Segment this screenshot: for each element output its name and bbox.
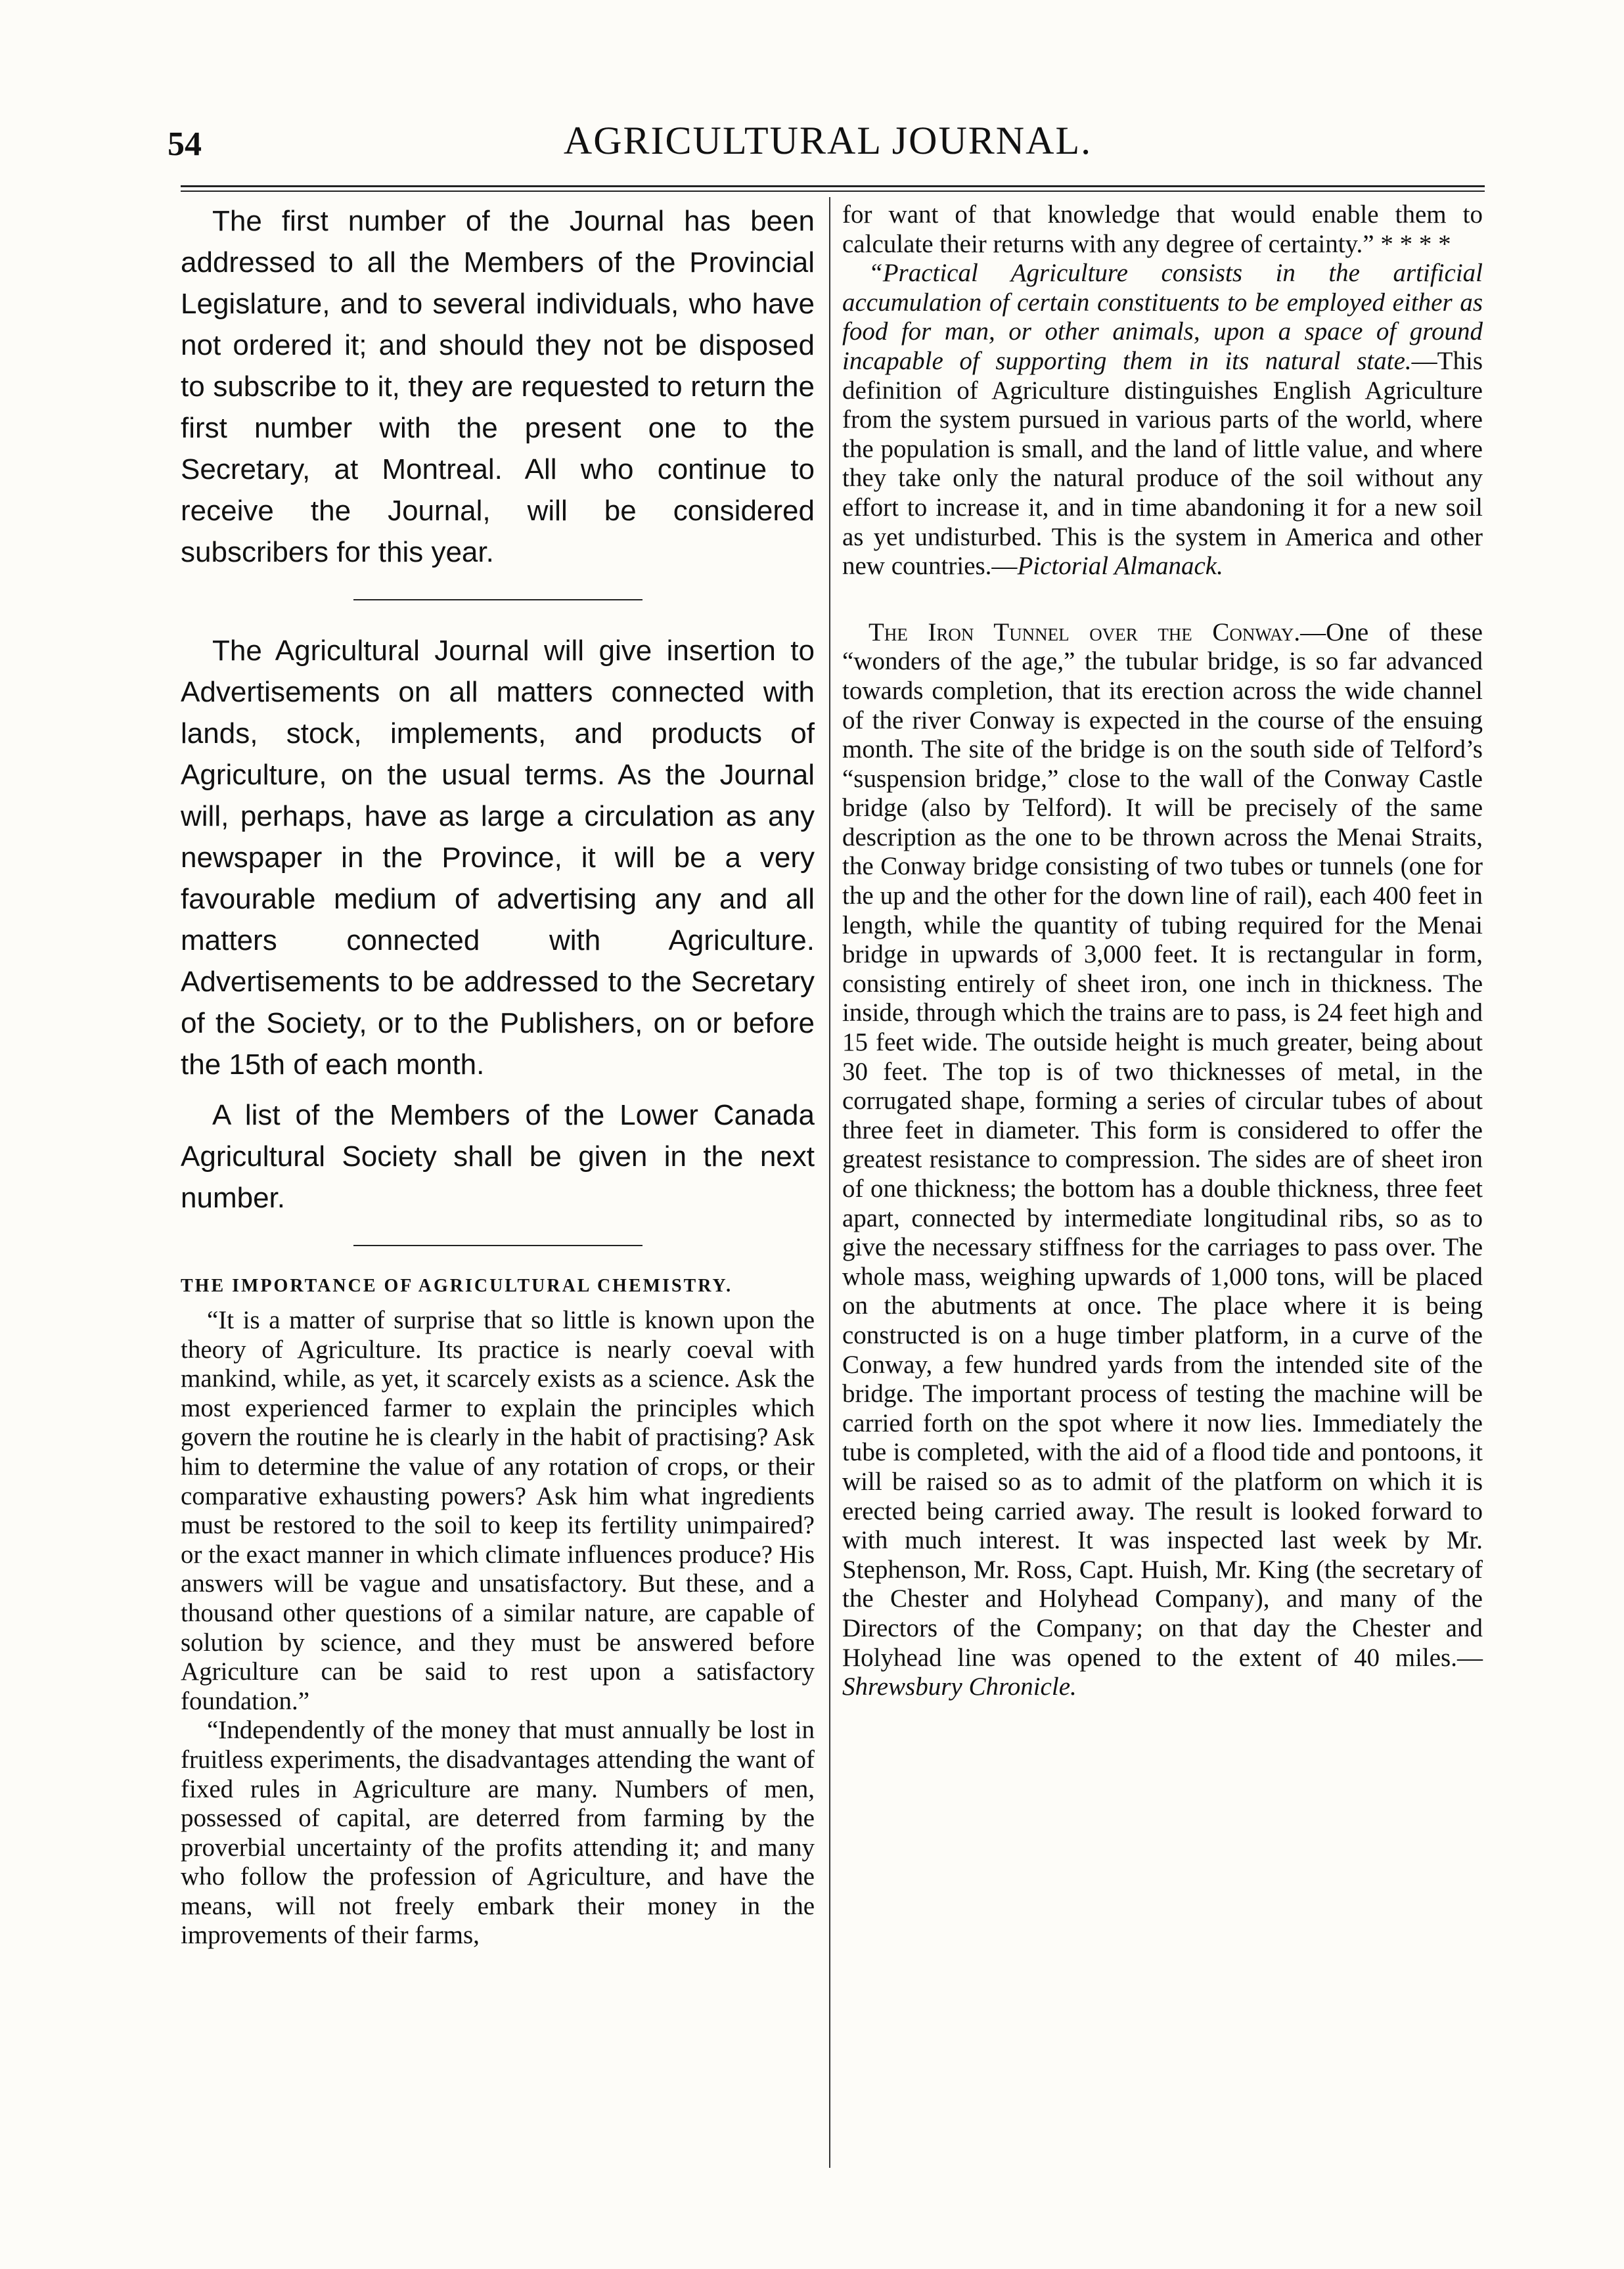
header-rule-secondary <box>181 191 1485 192</box>
definition-italic: “Practical Agriculture consists in the artificial accumulation of certain constituents to be employed either as food for man, or other animals, upon a space of ground incapable of supporting them in its natural state. <box>842 259 1483 375</box>
article-paragraph: “It is a matter of surprise that so little is known upon the theory of Agriculture. Its practice is nearly coeval with mankind, while, as yet, it scarcely exists as a science. Ask the most experienced farmer to explain the principles which govern the routine he is clearly in the habit of practising? Ask him to determine the value of any rotation of crops, or their comparative exhausting powers? Ask him what ingredients must be restored to the soil to keep its fertility unimpaired? or the exact manner in which climate influences produce? His answers will be vague and unsatisfactory. But these, and a thousand other questions of a similar nature, are capable of solution by science, and they must be answered before Agriculture can be said to rest upon a satisfactory foundation.” <box>181 1306 815 1715</box>
definition-text: —This definition of Agriculture distinguishes English Agriculture from the system pursued in various parts of the world, where the population is small, and the land of little value, and where they take only the natural produce of the soil without any effort to increase it, and in time abandoning it for a new soil as yet undisturbed. This is the system in America and other new countries.— <box>842 346 1483 581</box>
definition-source: Pictorial Almanack. <box>1017 552 1223 581</box>
conway-article <box>842 618 1483 1702</box>
article-paragraph: “Independently of the money that must annually be lost in fruitless experiments, the disadvantages attending the want of fixed rules in Agriculture are many. Numbers of men, possessed of capital, are deterred from farming by the proverbial uncertainty of the profits attending it; and many who follow the profession of Agriculture, and have the means, will not freely embark their money in the improvements of their farms, <box>181 1716 815 1950</box>
page-header <box>168 118 1488 184</box>
right-column <box>842 200 1483 1702</box>
page-number: 54 <box>168 125 202 163</box>
article-continuation: for want of that knowledge that would enable them to calculate their returns with any degree of certainty.” * * * * <box>842 200 1483 258</box>
section-divider <box>353 599 643 600</box>
running-title: AGRICULTURAL JOURNAL. <box>563 119 1093 162</box>
conway-source: Shrewsbury Chronicle. <box>842 1673 1077 1701</box>
left-column <box>181 200 815 1950</box>
article-definition <box>842 259 1483 581</box>
header-rule <box>181 185 1485 187</box>
conway-text: —One of these “wonders of the age,” the tubular bridge, is so far advanced towards completion, that its erection across the wide channel of the river Conway is expected in the course of the ensuing month. The site of the bridge is on the south side of Telford’s “suspension bridge,” close to the wall of the Conway Castle bridge (also by Telford). It will be precisely of the same description as the one to be thrown across the Menai Straits, the Conway bridge consisting of two tubes or tunnels (one for the up and the other for the down line of rail), each 400 feet in length, while the quantity of tubing required for the Menai bridge in upwards of 3,000 feet. It is rectangular in form, consisting entirely of sheet iron, one inch in thickness. The inside, through which the trains are to pass, is 24 feet high and 15 feet wide. The outside height is much greater, being about 30 feet. The top is of two thicknesses of metal, in the corrugated shape, forming a series of circular tubes of about three feet in diameter. This form is considered to offer the greatest resistance to compression. The sides are of sheet iron of one thickness; the bottom has a double thickness, three feet apart, connected by intermediate longitudinal ribs, so as to give the necessary stiffness for the carriages to pass over. The whole mass, weighing upwards of 1,000 tons, will be placed on the abutments at once. The place where it is being constructed is on a huge timber platform, in a curve of the Conway, a few hundred yards from the intended site of the bridge. The important process of testing the machine will be carried forth on the spot where it now lies. Immediately the tube is completed, with the aid of a flood tide and pontoons, it will be raised so as to admit of the platform on which it is erected being carried away. The result is looked forward to with much interest. It was inspected last week by Mr. Stephenson, Mr. Ross, Capt. Huish, Mr. King (the secretary of the Chester and Holyhead Company), and many of the Directors of the Company; on that day the Chester and Holyhead line was opened to the extent of 40 miles.— <box>842 618 1483 1672</box>
section-divider <box>353 1245 643 1246</box>
notice-subscription: The first number of the Journal has been addressed to all the Members of the Provincial Legislature, and to several individuals, who have not ordered it; and should they not be disposed to subscribe to it, they are requested to return the first number with the present one to the Secretary, at Montreal. All who continue to receive the Journal, will be considered subscribers for this year. <box>181 205 815 568</box>
conway-heading: The Iron Tunnel over the Conway. <box>868 618 1301 646</box>
column-divider <box>829 197 830 2168</box>
notice-member-list: A list of the Members of the Lower Canada Agricultural Society shall be given in the next number. <box>181 1099 815 1214</box>
article-heading: THE IMPORTANCE OF AGRICULTURAL CHEMISTRY. <box>181 1276 733 1296</box>
notice-advertisements: The Agricultural Journal will give insertion to Advertisements on all matters connected with lands, stock, implements, and products of Agriculture, on the usual terms. As the Journal will, perhaps, have as large a circulation as any newspaper in the Province, it will be a very favourable medium of advertising any and all matters connected with Agriculture. Advertisements to be addressed to the Secretary of the Society, or to the Publishers, on or before the 15th of each month. <box>181 635 815 1081</box>
spacer <box>842 581 1483 618</box>
